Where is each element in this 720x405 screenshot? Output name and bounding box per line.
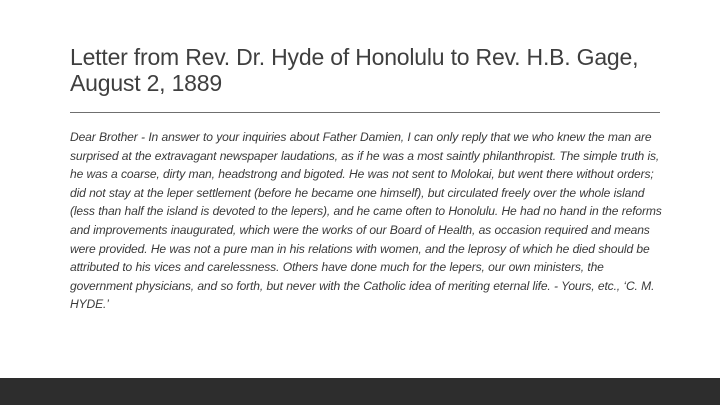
- footer-bar: [0, 378, 720, 405]
- slide-title: Letter from Rev. Dr. Hyde of Honolulu to Rev. H.B. Gage, August 2, 1889: [70, 44, 639, 96]
- title-divider: [70, 112, 660, 113]
- letter-body: Dear Brother - In answer to your inquiries about Father Damien, I can only reply that we who knew the man are surprised at the extravagant newspaper laudations, as if he was a most saintly philanthropist. The simple truth is, he was a coarse, dirty man, headstrong and bigoted. He was not sent to Molokai, but went there without orders; did not stay at the leper settlement (before he became one himself), but circulated freely over the whole island (less than half the island is devoted to the lepers), and he came often to Honolulu. He had no hand in the reforms and improvements inaugurated, which were the works of our Board of Health, as occasion required and means were provided. He was not a pure man in his relations with women, and the leprosy of which he died should be attributed to his vices and carelessness. Others have done much for the lepers, our own ministers, the government physicians, and so forth, but never with the Catholic idea of meriting eternal life. - Yours, etc., ‘C. M. HYDE.’: [70, 130, 662, 312]
